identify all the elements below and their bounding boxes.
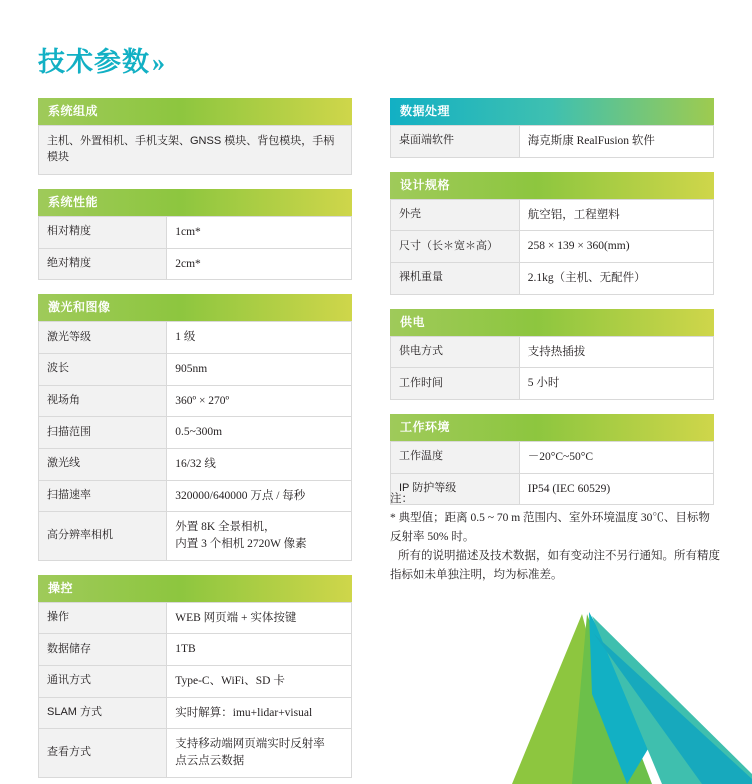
table-cell-key: 波长 [39, 353, 167, 385]
table-row [39, 126, 352, 175]
table-cell-value: 支持热插拔 [519, 336, 713, 368]
table-cell-value: 5 小时 [519, 368, 713, 400]
section-header-label: 激光和图像 [48, 300, 111, 315]
table-row [39, 448, 352, 480]
spec-table [390, 125, 714, 158]
spec-table [38, 602, 352, 778]
section-header-label: 系统性能 [48, 194, 99, 209]
table-row [39, 248, 352, 280]
footnote-disclaimer: 所有的说明描述及技术数据，如有变动注不另行通知。所有精度指标如未单独注明，均为标准差。 [390, 549, 720, 581]
table-row [39, 634, 352, 666]
table-cell-key: 激光等级 [39, 322, 167, 354]
table-cell-value: 航空铝，工程塑料 [519, 199, 713, 231]
table-cell-value: 外置 8K 全景相机， 内置 3 个相机 2720W 像素 [167, 512, 352, 560]
table-cell-value: 1cm* [167, 216, 352, 248]
table-row [391, 126, 714, 158]
chevron-right-icon: » [152, 48, 166, 77]
table-row [39, 385, 352, 417]
table-cell-key: 操作 [39, 602, 167, 634]
spec-table [390, 336, 714, 400]
table-cell-key: 相对精度 [39, 216, 167, 248]
spec-table [38, 125, 352, 175]
page-title [38, 40, 166, 79]
table-cell-value: 16/32 线 [167, 448, 352, 480]
table-row [391, 336, 714, 368]
footnote-label: 注： [390, 493, 413, 505]
table-cell-key: IP 防护等级 [391, 473, 520, 505]
table-cell-key: 通讯方式 [39, 665, 167, 697]
table-cell-key: 数据储存 [39, 634, 167, 666]
footnote-typical: * 典型值；距离 0.5 ~ 70 m 范围内、室外环境温度 30℃、目标物反射率 50% 时。 [390, 511, 710, 543]
table-cell-value: 360º × 270º [167, 385, 352, 417]
table-cell-key: SLAM 方式 [39, 697, 167, 729]
table-row [39, 665, 352, 697]
table-cell-key: 扫描速率 [39, 480, 167, 512]
table-cell-value: 支持移动端网页端实时反射率 点云点云数据 [167, 729, 352, 777]
section-header [38, 294, 352, 321]
table-cell-key: 工作时间 [391, 368, 520, 400]
section-header [38, 575, 352, 602]
table-cell-key: 裸机重量 [391, 263, 520, 295]
section-header-label: 系统组成 [48, 104, 99, 118]
table-cell-value: 1TB [167, 634, 352, 666]
table-row [39, 216, 352, 248]
table-cell-value: 海克斯康 RealFusion 软件 [519, 126, 713, 158]
table-cell-value: Type-C、WiFi、SD 卡 [167, 665, 352, 697]
table-cell-key: 桌面端软件 [391, 126, 520, 158]
section-header [390, 172, 714, 199]
table-cell-key: 工作温度 [391, 442, 520, 474]
table-cell-key: 高分辨率相机 [39, 512, 167, 560]
decorative-graphic [452, 574, 752, 784]
table-row [39, 417, 352, 449]
section-header [390, 309, 714, 336]
table-cell-key: 供电方式 [391, 336, 520, 368]
table-cell-value: 905nm [167, 353, 352, 385]
table-row [39, 512, 352, 560]
section-header [390, 98, 714, 125]
table-cell-value: 0.5~300m [167, 417, 352, 449]
table-row [39, 322, 352, 354]
section-header [390, 414, 714, 441]
section-header-label: 工作环境 [400, 420, 451, 435]
left-column [38, 98, 352, 784]
table-cell-value: WEB 网页端 + 实体按键 [167, 602, 352, 634]
table-row [39, 353, 352, 385]
table-row [39, 602, 352, 634]
table-cell-value: －20°C~50°C [519, 442, 713, 474]
table-row [39, 697, 352, 729]
table-cell-key: 绝对精度 [39, 248, 167, 280]
table-cell-key: 视场角 [39, 385, 167, 417]
spec-table [38, 216, 352, 280]
section-header [38, 189, 352, 216]
table-cell-key: 外壳 [391, 199, 520, 231]
section-header-label: 供电 [400, 314, 426, 329]
footnotes [390, 490, 720, 585]
table-row [39, 729, 352, 777]
table-cell-value: 2.1kg（主机、无配件） [519, 263, 713, 295]
table-cell-value: 258 × 139 × 360(mm) [519, 231, 713, 263]
table-row [391, 263, 714, 295]
table-row [391, 199, 714, 231]
spec-table [390, 199, 714, 295]
table-cell-key: 激光线 [39, 448, 167, 480]
right-column [390, 98, 714, 519]
table-row [39, 480, 352, 512]
spec-table [38, 321, 352, 560]
page-title-text: 技术参数 [38, 47, 150, 77]
table-cell-value: 320000/640000 万点 / 每秒 [167, 480, 352, 512]
section-header-label: 操控 [48, 580, 74, 595]
table-cell-text: 主机、外置相机、手机支架、GNSS 模块、背包模块，手柄模块 [39, 126, 352, 175]
table-cell-key: 扫描范围 [39, 417, 167, 449]
table-cell-value: IP54 (IEC 60529) [519, 473, 713, 505]
section-header [38, 98, 352, 125]
table-row [391, 231, 714, 263]
table-cell-value: 1 级 [167, 322, 352, 354]
table-row [391, 442, 714, 474]
table-cell-value: 实时解算：imu+lidar+visual [167, 697, 352, 729]
table-cell-key: 查看方式 [39, 729, 167, 777]
section-header-label: 数据处理 [400, 104, 451, 118]
table-cell-value: 2cm* [167, 248, 352, 280]
section-header-label: 设计规格 [400, 177, 451, 192]
table-row [391, 368, 714, 400]
table-cell-key: 尺寸（长＊宽＊高） [391, 231, 520, 263]
